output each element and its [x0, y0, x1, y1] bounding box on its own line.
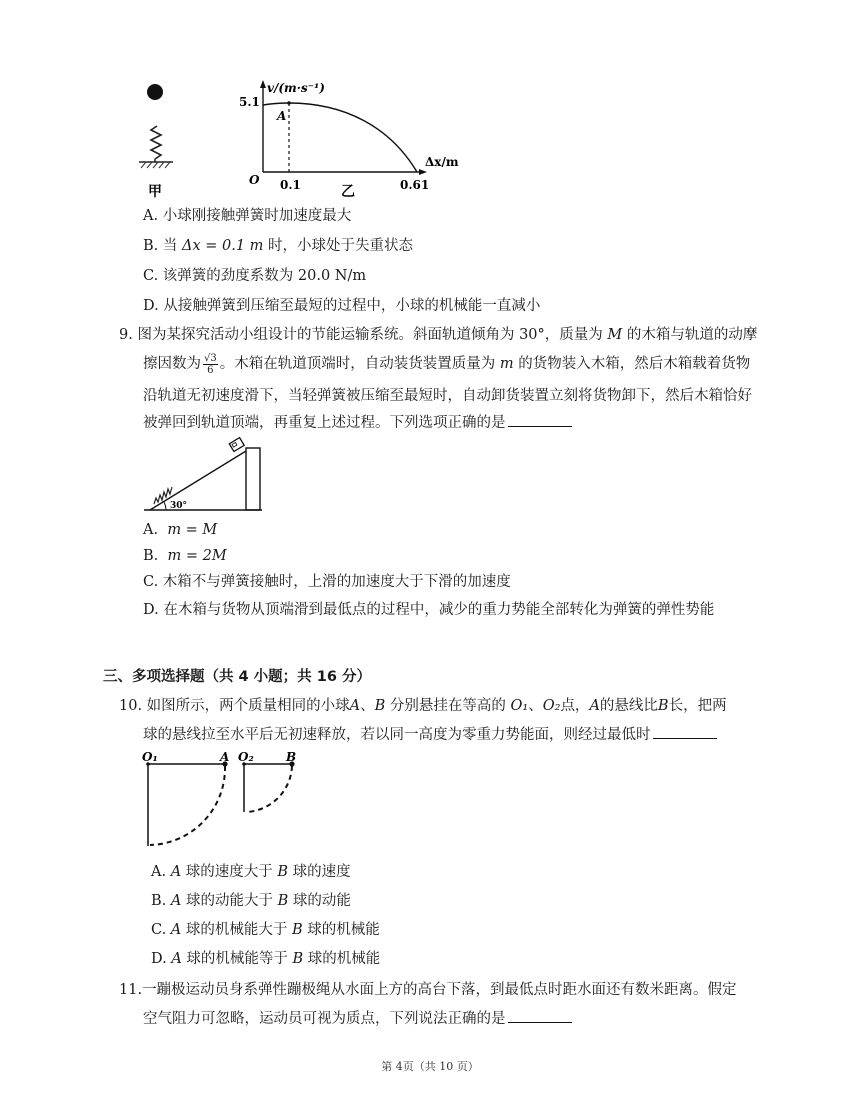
spring-icon	[151, 126, 161, 159]
a-label: A	[220, 750, 230, 764]
q8-option-d: D. 从接触弹簧到压缩至最短的过程中，小球的机械能一直减小	[143, 298, 541, 314]
q10-option-d: D. A 球的机械能等于 B 球的机械能	[151, 951, 381, 967]
x-tick-2: 0.61	[400, 178, 430, 192]
question-number: 9.	[119, 327, 133, 343]
yi-label: 乙	[341, 184, 355, 200]
x-tick-1: 0.1	[280, 178, 301, 192]
question-number: 11.	[119, 982, 143, 998]
o1-label: O₁	[142, 750, 158, 764]
swing-path-b	[246, 766, 292, 812]
q9-line-1: 9. 图为某探究活动小组设计的节能运输系统。斜面轨道倾角为 30°，质量为 M 的木箱与轨道的动摩	[119, 327, 758, 343]
answer-blank[interactable]	[508, 1008, 572, 1023]
answer-blank[interactable]	[653, 724, 717, 739]
figure-q9-incline	[138, 434, 268, 516]
ball-icon	[147, 84, 163, 100]
q9-option-d: D. 在木箱与货物从顶端滑到最低点的过程中，减少的重力势能全部转化为弹簧的弹性势能	[143, 602, 715, 618]
q10-line-2: 球的悬线拉至水平后无初速释放，若以同一高度为零重力势能面，则经过最低时	[143, 724, 717, 745]
origin-label: O	[249, 173, 260, 187]
q10-option-c: C. A 球的机械能大于 B 球的机械能	[151, 922, 380, 938]
answer-blank[interactable]	[508, 412, 572, 427]
incline-line	[150, 451, 246, 510]
q9-option-b: B. m = 2M	[143, 548, 227, 564]
b-label: B	[286, 750, 297, 764]
q9-option-a: A. m = M	[143, 522, 218, 538]
y-value-label: 5.1	[239, 95, 260, 109]
page-footer: 第 4页（共 10 页）	[381, 1060, 479, 1073]
angle-label: 30°	[170, 501, 188, 511]
figure-q10-pendulums	[140, 750, 310, 852]
friction-fraction: $\frac{√3}{6}$	[204, 352, 217, 376]
y-axis-label: v/(m·s⁻¹)	[267, 81, 325, 95]
swing-path-a	[150, 766, 225, 845]
q11-line-2: 空气阻力可忽略，运动员可视为质点，下列说法正确的是	[143, 1008, 572, 1029]
q10-line-1: 10. 如图所示，两个质量相同的小球A、B 分别悬挂在等高的 O₁、O₂点，A的悬线比B长，把两	[119, 698, 727, 714]
wall	[246, 448, 260, 510]
q9-line-4: 被弹回到轨道顶端，再重复上述过程。下列选项正确的是	[143, 412, 572, 433]
x-axis-label: Δx/m	[425, 155, 459, 169]
q11-line-1: 11.一蹦极运动员身系弹性蹦极绳从水面上方的高台下落，到最低点时距水面还有数米距离。假定	[119, 982, 737, 998]
q10-option-a: A. A 球的速度大于 B 球的速度	[151, 864, 351, 880]
q9-line-3: 沿轨道无初速度滑下，当轻弹簧被压缩至最短时，自动卸货装置立刻将货物卸下，然后木箱恰好	[143, 388, 752, 404]
q9-option-c: C. 木箱不与弹簧接触时，上滑的加速度大于下滑的加速度	[143, 574, 511, 590]
figure-q8	[125, 72, 485, 207]
question-number: 10.	[119, 698, 143, 714]
q8-option-b: B. 当 Δx = 0.1 m 时，小球处于失重状态	[143, 238, 414, 254]
point-a-label: A	[277, 109, 287, 123]
o2-label: O₂	[238, 750, 254, 764]
jia-label: 甲	[148, 184, 162, 200]
q8-option-c: C. 该弹簧的劲度系数为 20.0 N/m	[143, 268, 367, 284]
q10-option-b: B. A 球的动能大于 B 球的动能	[151, 893, 351, 909]
section-heading: 三、多项选择题（共 4 小题；共 16 分）	[103, 669, 371, 685]
q9-line-2: 擦因数为 $\frac{√3}{6}$ 。木箱在轨道顶端时，自动装货装置质量为 m 的货物装入木箱，然后木箱载着货物	[143, 352, 751, 376]
q8-option-a: A. 小球刚接触弹簧时加速度最大	[143, 208, 352, 224]
